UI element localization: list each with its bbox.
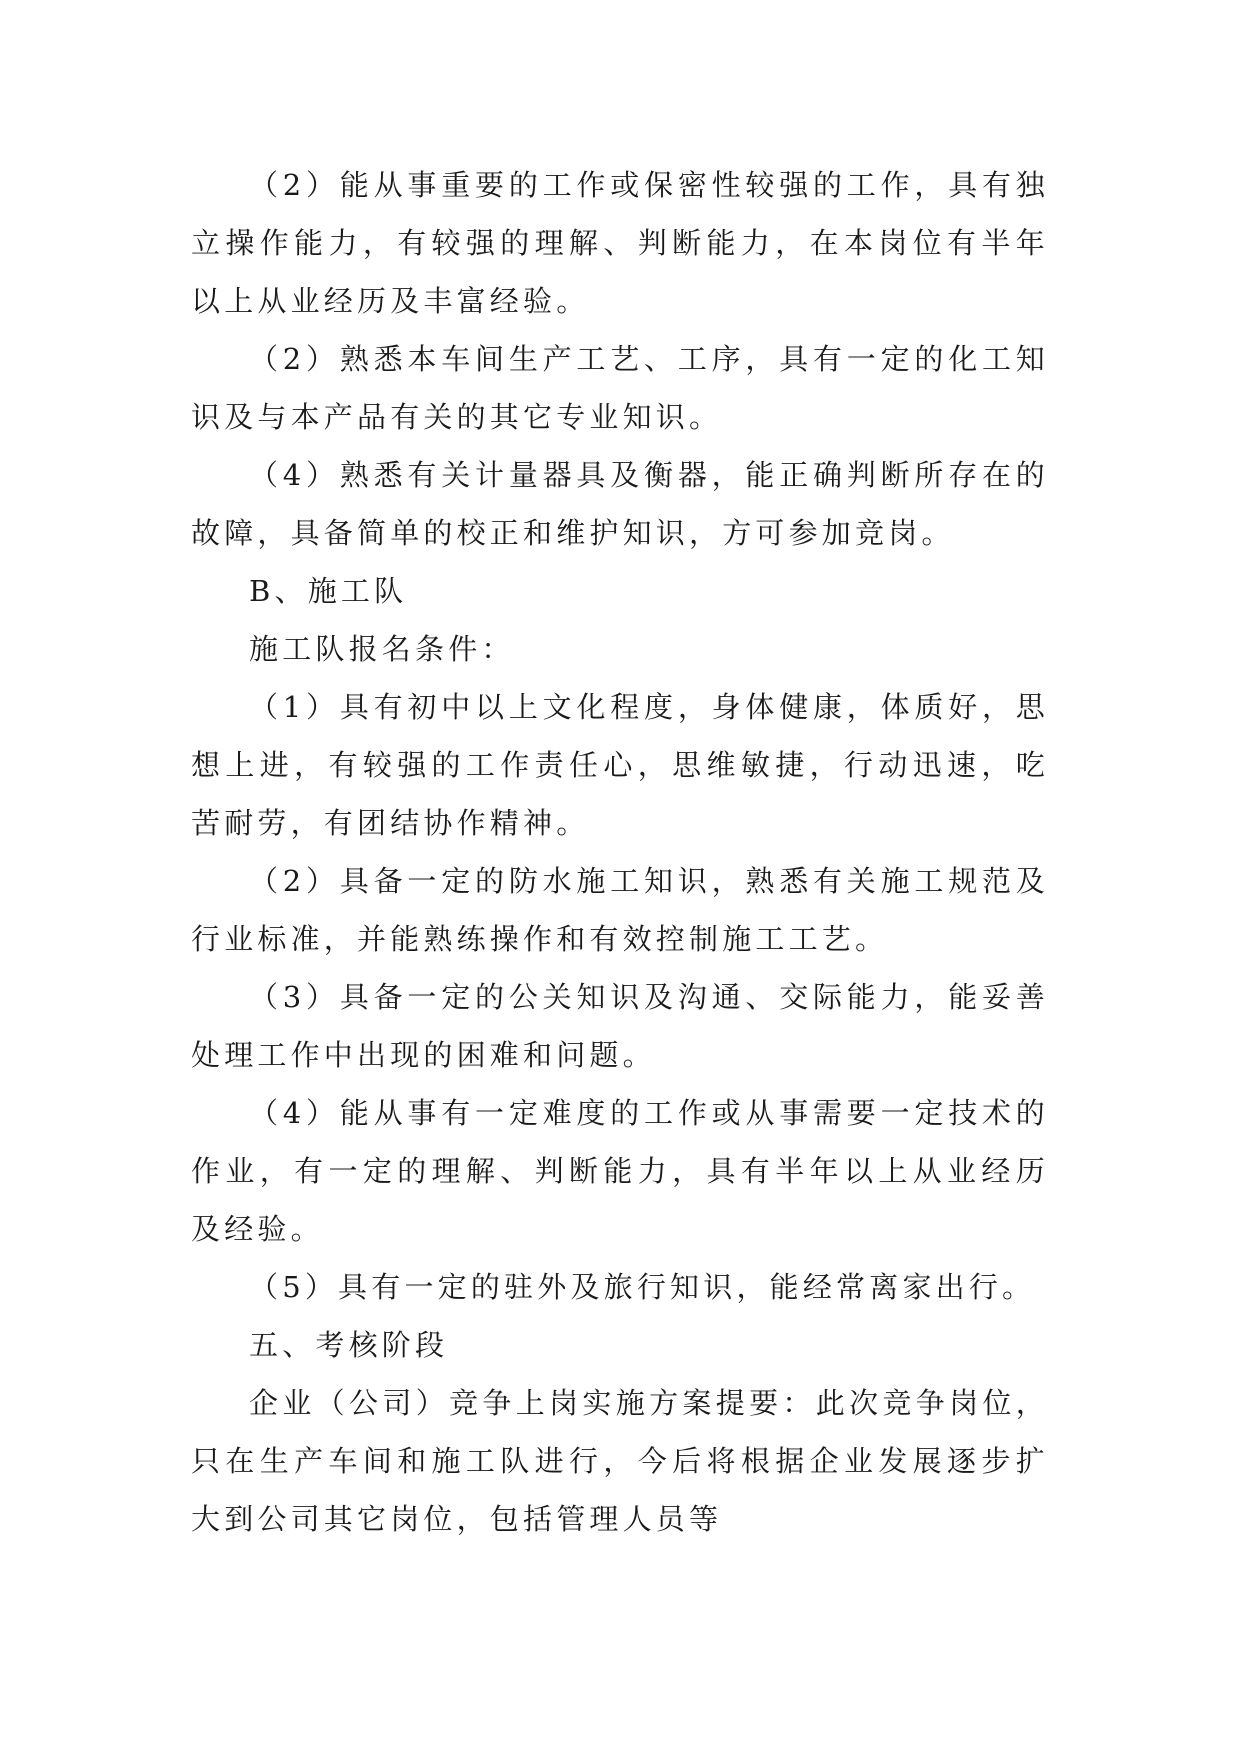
paragraph-registration-conditions: 施工队报名条件： — [249, 632, 515, 666]
paragraph-qualification-4: （4）熟悉有关计量器具及衡器，能正确判断所存在的故障，具备简单的校正和维护知识，方可参加竞岗。 — [191, 458, 1049, 550]
paragraph-plan-summary: 企业（公司）竞争上岗实施方案提要：此次竞争岗位，只在生产车间和施工队进行，今后将根据企业发展逐步扩大到公司其它岗位，包括管理人员等 — [191, 1386, 1049, 1536]
section-heading-construction-team: B、施工队 — [249, 574, 408, 608]
section-heading-assessment-stage: 五、考核阶段 — [249, 1328, 449, 1362]
paragraph-team-condition-4: （4）能从事有一定难度的工作或从事需要一定技术的作业，有一定的理解、判断能力，具有半年以上从业经历及经验。 — [191, 1096, 1049, 1246]
paragraph-team-condition-1: （1）具有初中以上文化程度，身体健康，体质好，思想上进，有较强的工作责任心，思维敏捷，行动迅速，吃苦耐劳，有团结协作精神。 — [191, 690, 1049, 840]
paragraph-team-condition-5: （5）具有一定的驻外及旅行知识，能经常离家出行。 — [249, 1270, 1036, 1304]
paragraph-team-condition-3: （3）具备一定的公关知识及沟通、交际能力，能妥善处理工作中出现的困难和问题。 — [191, 980, 1049, 1072]
paragraph-qualification-2a: （2）能从事重要的工作或保密性较强的工作，具有独立操作能力，有较强的理解、判断能力，在本岗位有半年以上从业经历及丰富经验。 — [191, 168, 1049, 318]
document-body — [191, 156, 1049, 1548]
paragraph-qualification-2b: （2）熟悉本车间生产工艺、工序，具有一定的化工知识及与本产品有关的其它专业知识。 — [191, 342, 1049, 434]
paragraph-team-condition-2: （2）具备一定的防水施工知识，熟悉有关施工规范及行业标准，并能熟练操作和有效控制施工工艺。 — [191, 864, 1049, 956]
